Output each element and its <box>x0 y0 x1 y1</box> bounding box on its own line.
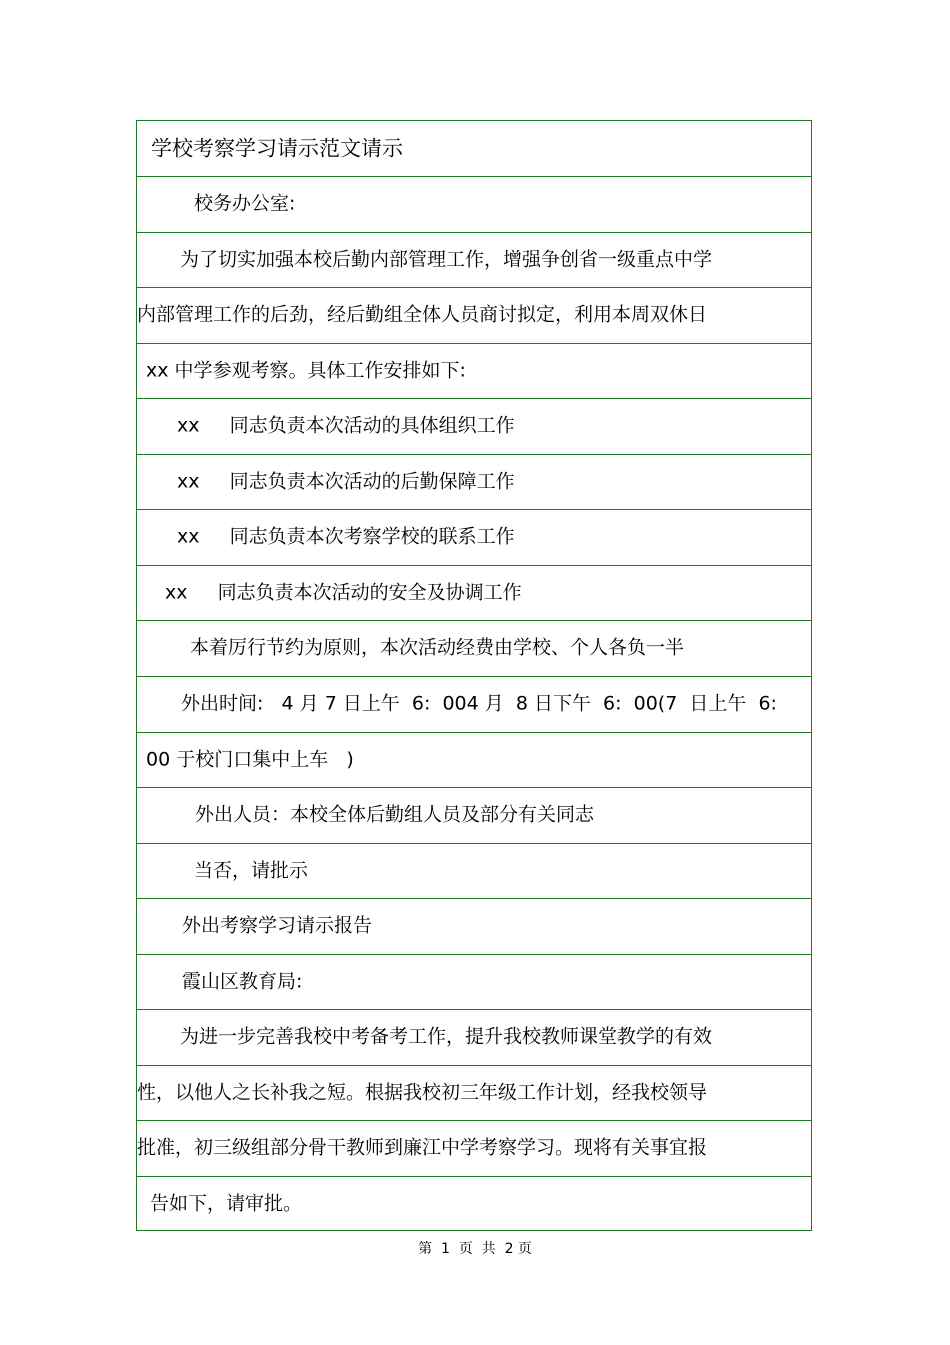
document-line-row <box>137 898 811 953</box>
document-line: xx 同志负责本次考察学校的联系工作 <box>177 525 515 548</box>
document-line: 内部管理工作的后劲，经后勤组全体人员商讨拟定，利用本周双休日 <box>137 303 708 326</box>
document-line: 为了切实加强本校后勤内部管理工作，增强争创省一级重点中学 <box>180 248 713 271</box>
page-number-footer: 第 1 页 共 2 页 <box>418 1241 532 1257</box>
document-line-row <box>137 676 811 731</box>
document-line-row <box>137 232 811 287</box>
document-line: xx 同志负责本次活动的具体组织工作 <box>177 414 515 437</box>
document-line: 告如下，请审批。 <box>150 1192 303 1215</box>
document-title-row <box>137 121 811 176</box>
document-line: 性，以他人之长补我之短。根据我校初三年级工作计划，经我校领导 <box>137 1081 708 1104</box>
document-line-row <box>137 954 811 1009</box>
document-line: 霞山区教育局: <box>182 970 303 993</box>
document-line: 本着厉行节约为原则，本次活动经费由学校、个人各负一半 <box>190 636 685 659</box>
document-line-row <box>137 843 811 898</box>
document-table <box>136 120 812 1231</box>
document-title: 学校考察学习请示范文请示 <box>151 136 403 160</box>
document-line-row <box>137 732 811 787</box>
document-line: 外出考察学习请示报告 <box>182 914 373 937</box>
document-line: 00 于校门口集中上车 ) <box>146 748 354 771</box>
document-line-row <box>137 1120 811 1175</box>
document-line-row <box>137 176 811 231</box>
document-line-row <box>137 509 811 564</box>
document-line-row <box>137 343 811 398</box>
document-line: xx 同志负责本次活动的后勤保障工作 <box>177 470 515 493</box>
document-line: 外出人员：本校全体后勤组人员及部分有关同志 <box>195 803 595 826</box>
document-line-row <box>137 454 811 509</box>
document-line-row <box>137 1065 811 1120</box>
document-line: 当否，请批示 <box>194 859 309 882</box>
document-line-row <box>137 287 811 342</box>
document-line-row <box>137 1009 811 1064</box>
document-line: xx 同志负责本次活动的安全及协调工作 <box>165 581 522 604</box>
document-line-row <box>137 398 811 453</box>
document-line: 批准，初三级组部分骨干教师到廉江中学考察学习。现将有关事宜报 <box>137 1136 708 1159</box>
document-line: 外出时间: 4 月 7 日上午 6: 004 月 8 日下午 6: 00(7 日上午 6: <box>181 692 777 715</box>
document-line: 为进一步完善我校中考备考工作，提升我校教师课堂教学的有效 <box>180 1025 713 1048</box>
document-line-row <box>137 1176 811 1231</box>
document-line: 校务办公室: <box>194 192 296 215</box>
document-line-row <box>137 620 811 675</box>
document-line-row <box>137 787 811 842</box>
document-line: xx 中学参观考察。具体工作安排如下: <box>146 359 466 382</box>
document-line-row <box>137 565 811 620</box>
